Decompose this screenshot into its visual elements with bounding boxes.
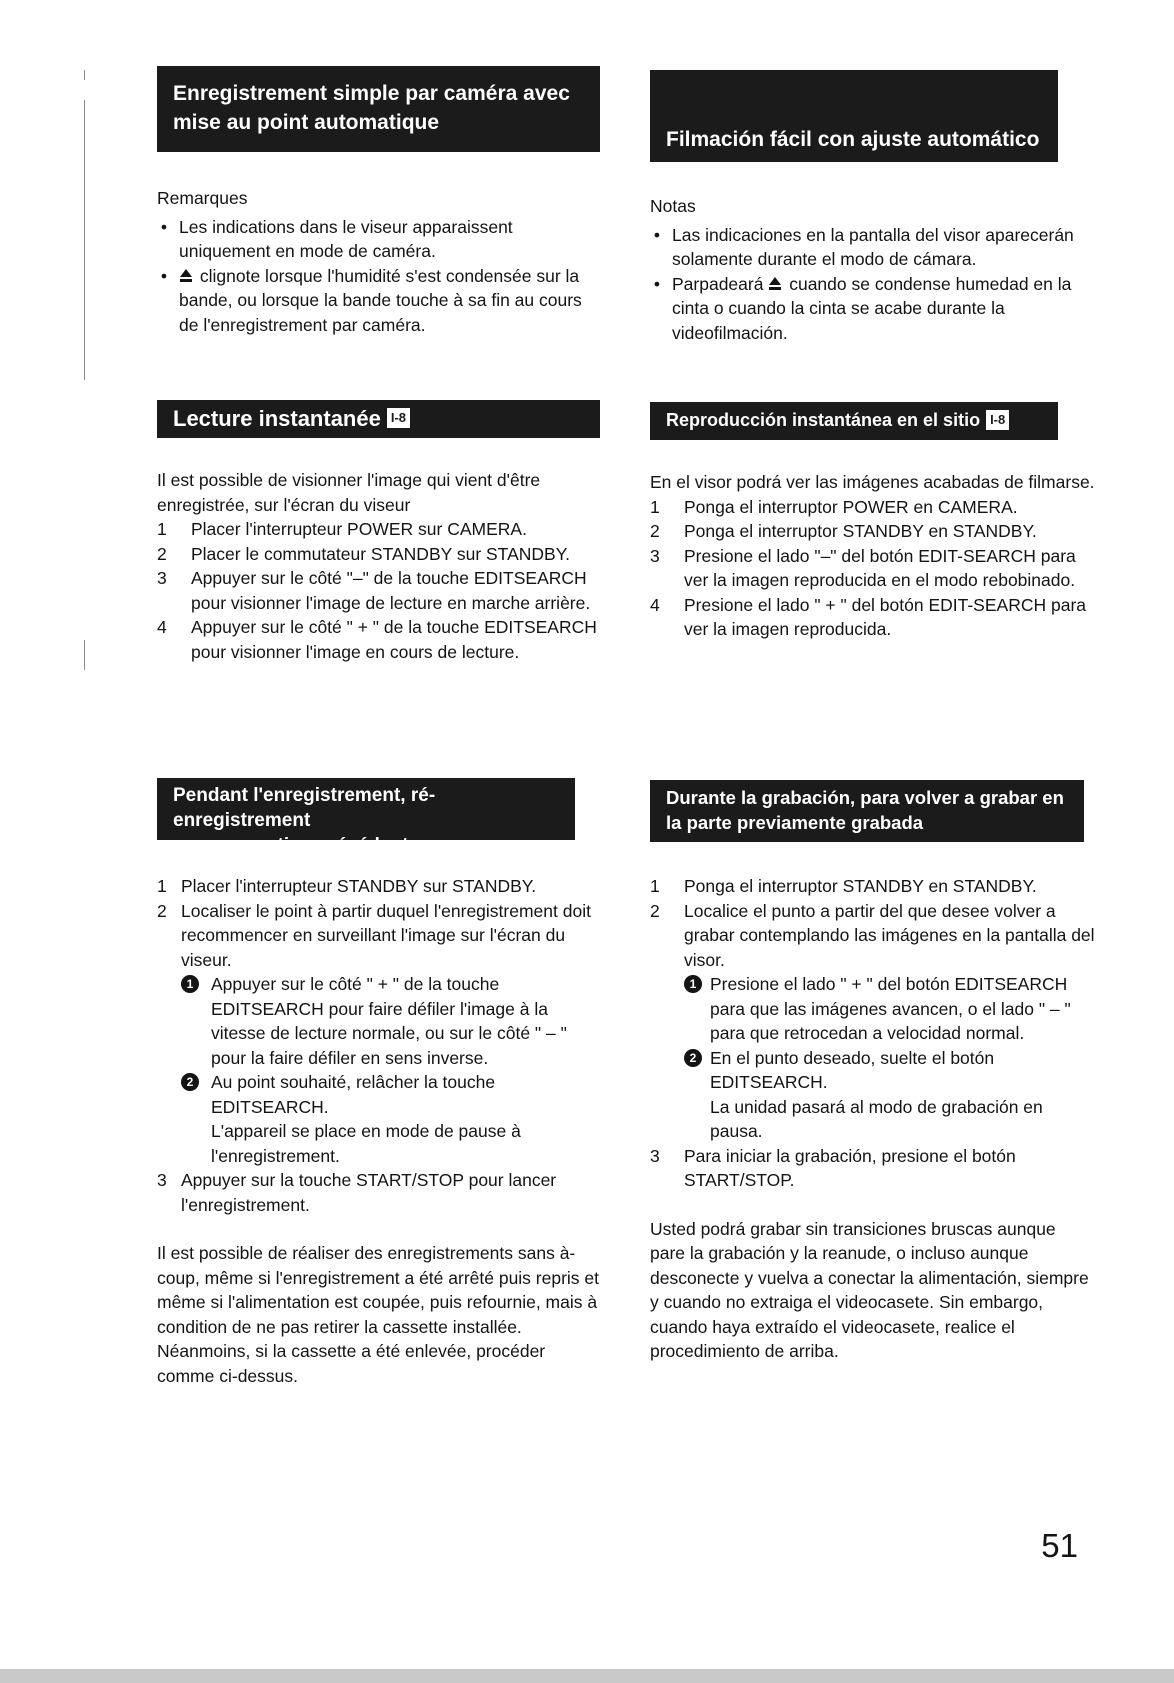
substep (684, 1046, 1095, 1095)
step-text: Placer l'interrupteur STANDBY sur STANDBY. (181, 876, 537, 896)
step-number: 1 (157, 519, 167, 539)
step-text: Appuyer sur le côté "–" de la touche EDITSEARCH pour visionner l'image de lecture en marche arrière. (191, 568, 591, 613)
fr-heading-rerecord-line1: Pendant l'enregistrement, ré-enregistrement (173, 785, 436, 831)
fr-notes (157, 186, 602, 337)
list-item (157, 874, 602, 899)
substep-note: L'appareil se place en mode de pause à l'enregistrement. (211, 1121, 521, 1166)
step-number: 1 (157, 876, 167, 896)
step-text: Presione el lado "–" del botón EDIT-SEARCH para ver la imagen reproducida en el modo rebobinado. (684, 545, 1076, 590)
list-item (157, 1168, 602, 1217)
es-notes (650, 194, 1095, 345)
list-item (650, 519, 1095, 544)
es-heading-rerecord-line1: Durante la grabación, para volver a grabar en (666, 787, 1064, 808)
list-item (157, 615, 602, 664)
scan-edge (0, 1669, 1174, 1683)
es-note-2-post: cuando se condense humedad en la cinta o cuando la cinta se acabe durante la videofilmación. (672, 273, 1072, 343)
circled-one-icon: 1 (181, 975, 199, 993)
fr-playback-body (157, 468, 602, 664)
step-text: Para iniciar la grabación, presione el botón START/STOP. (684, 1145, 1016, 1190)
es-section-rerecord (650, 780, 1095, 1364)
step-text: Placer l'interrupteur POWER sur CAMERA. (191, 519, 527, 539)
fr-heading-camera-line1: Enregistrement simple par caméra avec (173, 82, 570, 105)
list-item (157, 215, 602, 264)
step-number: 3 (157, 1170, 167, 1190)
fr-playback-intro: Il est possible de visionner l'image qui vient d'être enregistrée, sur l'écran du viseur (157, 470, 541, 515)
step-text: Localice el punto a partir del que desee volver a grabar contemplando las imágenes en la pantalla del visor. (684, 900, 1095, 970)
substep (684, 972, 1095, 1046)
fr-section-rerecord (157, 778, 602, 1388)
list-item (650, 223, 1095, 272)
substep-text: Appuyer sur le côté " + " de la touche EDITSEARCH pour faire défiler l'image à la vitesse de lecture normale, ou sur le côté " – " pour la faire défiler en sens inverse. (211, 974, 567, 1068)
fr-heading-camera (157, 66, 600, 152)
list-item (157, 566, 602, 615)
es-note-2-pre: Parpadeará (672, 273, 764, 294)
fr-heading-rerecord-line2: sur une portion précédente (173, 835, 419, 856)
es-playback-steps (650, 495, 1095, 642)
step-number: 1 (650, 496, 660, 517)
step-number: 2 (650, 900, 660, 921)
es-heading-camera-label: Filmación fácil con ajuste automático (666, 128, 1040, 151)
es-notes-title: Notas (650, 196, 696, 216)
margin-mark (84, 70, 85, 80)
es-playback-body (650, 470, 1095, 642)
list-item (157, 899, 602, 1169)
es-playback-intro: En el visor podrá ver las imágenes acabadas de filmarse. (650, 472, 1095, 492)
list-item (157, 542, 602, 567)
step-number: 4 (157, 617, 167, 637)
fr-playback-steps (157, 517, 602, 664)
es-section-camera (650, 70, 1095, 345)
bullet-marker: • (160, 265, 168, 286)
circled-one-icon: 1 (684, 975, 702, 993)
circled-two-icon: 2 (684, 1049, 702, 1067)
fr-section-camera (157, 66, 602, 337)
substep-text: En el punto deseado, suelte el botón EDITSEARCH. (710, 1047, 995, 1092)
list-item (650, 874, 1095, 899)
step-text: Ponga el interruptor POWER en CAMERA. (684, 496, 1018, 517)
step-number: 2 (650, 521, 660, 541)
fr-note-2: clignote lorsque l'humidité s'est condensée sur la bande, ou lorsque la bande touche à sa fin au cours de l'enregistrement par caméra. (179, 265, 582, 335)
step-text: Appuyer sur le côté " + " de la touche EDITSEARCH pour visionner l'image en cours de lecture. (191, 617, 597, 662)
es-rerecord-steps (650, 874, 1095, 1193)
list-item (157, 517, 602, 542)
bullet-marker: • (160, 216, 168, 237)
step-number: 3 (157, 568, 167, 588)
fr-closing-paragraph: Il est possible de réaliser des enregistrements sans à-coup, même si l'enregistrement a été arrêté puis repris et même si l'alimentation est coupée, puis refournie, mais à condition de ne pas retirer la cassette installée. Néanmoins, si la cassette a été enlevée, procéder comme ci-dessus. (157, 1243, 600, 1386)
step-number: 2 (157, 900, 167, 921)
list-item (650, 495, 1095, 520)
fr-section-playback (157, 400, 602, 664)
fr-rerecord-steps (157, 874, 602, 1217)
list-item (650, 899, 1095, 1144)
bullet-marker: • (653, 224, 661, 245)
es-rerecord-body (650, 874, 1095, 1364)
fr-notes-list (157, 215, 602, 338)
fr-rerecord-body (157, 874, 602, 1388)
es-heading-rerecord-line2: la parte previamente grabada (666, 812, 924, 833)
step-text: Localiser le point à partir duquel l'enregistrement doit recommencer en surveillant l'image sur l'écran du viseur. (181, 900, 591, 970)
step-text: Presione el lado " + " del botón EDIT-SEARCH para ver la imagen reproducida. (684, 594, 1087, 639)
step-number: 3 (650, 1145, 660, 1166)
step-text: Ponga el interruptor STANDBY en STANDBY. (684, 521, 1037, 541)
circled-two-icon: 2 (181, 1073, 199, 1091)
list-item (157, 264, 602, 338)
es-closing-paragraph: Usted podrá grabar sin transiciones bruscas aunque pare la grabación y la reanude, o incluso aunque desconecte y vuelva a conectar la alimentación, siempre y cuando no extraiga el videocasete. Sin embargo, cuando haya extraído el videocasete, realice el procedimiento de arriba. (650, 1218, 1089, 1361)
substep-text: Au point souhaité, relâcher la touche EDITSEARCH. (211, 1072, 496, 1117)
fr-heading-camera-line2: mise au point automatique (173, 111, 440, 134)
margin-rule (84, 100, 85, 380)
fr-heading-rerecord (157, 778, 575, 856)
substep-text: Presione el lado " + " del botón EDITSEARCH para que las imágenes avancen, o el lado " – " para que retrocedan a velocidad normal. (710, 974, 1071, 1043)
fr-heading-playback (157, 400, 600, 438)
es-heading-playback-label: Reproducción instantánea en el sitio (666, 409, 981, 430)
fr-remote-badge: I-8 (387, 408, 410, 428)
step-text: Placer le commutateur STANDBY sur STANDBY. (191, 543, 570, 564)
es-heading-camera (650, 70, 1058, 162)
es-notes-list (650, 223, 1095, 346)
step-number: 2 (157, 543, 167, 564)
eject-icon (768, 277, 782, 291)
step-text: Appuyer sur la touche START/STOP pour lancer l'enregistrement. (181, 1170, 557, 1215)
list-item (650, 593, 1095, 642)
fr-note-1: Les indications dans le viseur apparaissent uniquement en mode de caméra. (179, 216, 513, 261)
es-heading-rerecord (650, 780, 1084, 842)
step-text: Ponga el interruptor STANDBY en STANDBY. (684, 876, 1037, 896)
fr-heading-playback-label: Lecture instantanée (173, 405, 381, 431)
step-number: 4 (650, 594, 660, 615)
eject-icon (179, 269, 193, 283)
page-number: 51 (1041, 1527, 1078, 1564)
substep (181, 972, 602, 1070)
es-section-playback (650, 402, 1095, 642)
fr-notes-title: Remarques (157, 188, 248, 208)
es-heading-playback (650, 402, 1058, 440)
step-number: 3 (650, 545, 660, 566)
es-note-1: Las indicaciones en la pantalla del visor aparecerán solamente durante el modo de cámara. (672, 224, 1074, 269)
list-item (650, 544, 1095, 593)
margin-mark (84, 640, 85, 670)
step-number: 1 (650, 876, 660, 896)
list-item (650, 272, 1095, 346)
substep (181, 1070, 602, 1119)
es-remote-badge: I-8 (986, 410, 1009, 430)
list-item (650, 1144, 1095, 1193)
substep-note: La unidad pasará al modo de grabación en pausa. (710, 1096, 1043, 1141)
bullet-marker: • (653, 273, 661, 294)
